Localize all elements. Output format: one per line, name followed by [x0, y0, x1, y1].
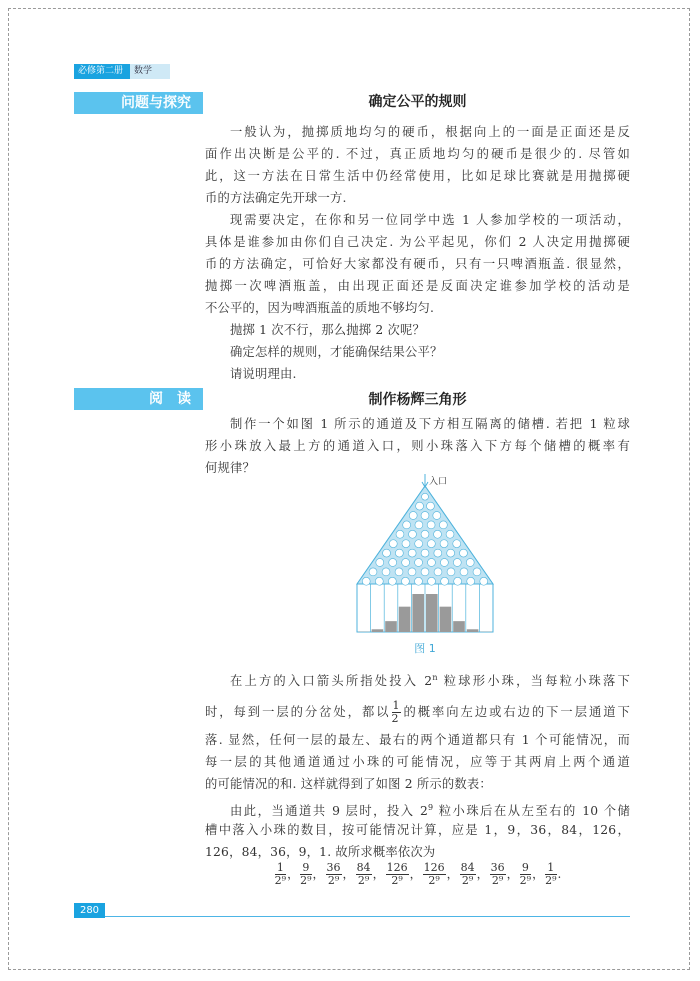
peg-cell [382, 568, 390, 576]
probability-fraction: $\frac{84}{\text{2⁹}}$ [356, 861, 371, 887]
probability-fraction: $\frac{1}{\text{2⁹}}$ [274, 861, 287, 887]
bin-beads [467, 629, 479, 632]
peg-cell [403, 521, 411, 529]
peg-cell [421, 549, 429, 557]
text-line: 何规律？ [205, 461, 255, 475]
separator: ， [506, 867, 519, 881]
entrance-label: 入口 [429, 477, 448, 487]
separator: ， [409, 867, 422, 881]
peg-cell [389, 540, 397, 548]
text-line: 确定怎样的规则，才能确保结果公平？ [230, 345, 443, 359]
footer-rule [105, 916, 630, 917]
probability-fraction: $\frac{126}{\text{2⁹}}$ [386, 861, 408, 887]
peg-cell [426, 502, 434, 510]
peg-cell [440, 559, 448, 567]
peg-cell [376, 559, 384, 567]
peg-cell [453, 540, 461, 548]
para3-line: 126，84，36，9，1. 故所求概率依次为 [205, 845, 436, 859]
separator: ， [342, 867, 355, 881]
peg-cell [446, 530, 454, 538]
text-line: 的可能情况的和. 这样就得到了如图 2 所示的数表： [205, 777, 492, 791]
peg-cell [428, 559, 436, 567]
separator: ， [446, 867, 459, 881]
peg-cell [473, 568, 481, 576]
section-label-reading: 阅 读 [74, 388, 203, 410]
bin-beads [372, 629, 384, 632]
text-line: 落. 显然，任何一层的最左、最右的两个通道都只有 1 个可能情况，而 [205, 733, 630, 747]
probability-fraction: $\frac{36}{\text{2⁹}}$ [490, 861, 505, 887]
peg-cell [433, 512, 441, 520]
peg-cell [434, 549, 442, 557]
text-line: 一般认为，抛掷质地均匀的硬币，根据向上的一面是正面还是反 [230, 125, 630, 139]
peg-cell [416, 502, 424, 510]
peg-cell [422, 493, 429, 500]
peg-cell [421, 568, 429, 576]
peg-cell [428, 577, 436, 585]
separator: ， [476, 867, 489, 881]
text-line: 抛掷一次啤酒瓶盖，由出现正面还是反面决定谁参加学校的活动是 [205, 279, 630, 293]
peg-cell [408, 568, 416, 576]
peg-cell [447, 568, 455, 576]
peg-cell [453, 559, 461, 567]
peg-cell [421, 530, 429, 538]
peg-cell [427, 521, 435, 529]
peg-cell [409, 530, 417, 538]
probability-fraction: $\frac{36}{\text{2⁹}}$ [326, 861, 341, 887]
peg-cell [409, 512, 417, 520]
probability-fraction: $\frac{9}{\text{2⁹}}$ [519, 861, 532, 887]
separator: ， [287, 867, 300, 881]
peg-cell [460, 549, 468, 557]
bin-beads [426, 594, 438, 632]
separator: . [557, 867, 562, 881]
figure-caption: 图 1 [414, 642, 436, 655]
text-line: 币的方法确定，可恰好大家都没有硬币，只有一只啤酒瓶盖. 很显然， [205, 257, 630, 271]
book-tag: 必修第二册 [74, 64, 130, 79]
peg-cell [447, 549, 455, 557]
text-line: 现需要决定，在你和另一位同学中选 1 人参加学校的一项活动， [230, 213, 630, 227]
peg-cell [421, 512, 429, 520]
separator: ， [372, 867, 385, 881]
peg-cell [480, 577, 488, 585]
peg-cell [402, 559, 410, 567]
peg-cell [415, 521, 423, 529]
text-line: 不公平的，因为啤酒瓶盖的质地不够均匀. [205, 301, 435, 315]
peg-cell [395, 549, 403, 557]
peg-cell [383, 549, 391, 557]
text-line: 币的方法确定先开球一方. [205, 191, 347, 205]
fraction-one-half: $\frac{1}{2}$ [391, 699, 400, 725]
peg-cell [408, 549, 416, 557]
text-line: 面作出决断是公平的. 不过，真正质地均匀的硬币是很少的. 尽管如 [205, 147, 630, 161]
bin-beads [453, 621, 465, 632]
separator: ， [312, 867, 325, 881]
section-title-yanghui-triangle: 制作杨辉三角形 [368, 392, 467, 408]
peg-cell [460, 568, 468, 576]
text-line: 每一层的其他通道通过小珠的可能情况，应等于其两肩上两个通道 [205, 755, 630, 769]
para3-line: 由此，当通道共 9 层时，投入 $2^9$ 粒小珠后在从左至右的 10 个储 [230, 803, 631, 819]
bin-beads [399, 607, 411, 632]
text-line: 制作一个如图 1 所示的通道及下方相互隔离的储槽. 若把 1 粒球 [230, 417, 630, 431]
peg-cell [389, 559, 397, 567]
probability-fraction: $\frac{1}{\text{2⁹}}$ [545, 861, 557, 887]
peg-cell [434, 530, 442, 538]
peg-cell [439, 521, 447, 529]
text-line: 请说明理由. [230, 367, 297, 381]
subject-tag: 数学 [130, 64, 170, 79]
para3-line: 槽中落入小珠的数目，按可能情况计算，应是 1，9，36，84，126， [205, 823, 630, 837]
page-number: 280 [74, 903, 105, 918]
bin-beads [412, 594, 424, 632]
bin-beads [385, 621, 397, 632]
probability-fraction: $\frac{9}{\text{2⁹}}$ [300, 861, 312, 887]
peg-cell [388, 577, 396, 585]
text-line: 此，这一方法在日常生活中仍经常使用，比如足球比赛就是用抛掷硬 [205, 169, 630, 183]
section-title-fair-rules: 确定公平的规则 [368, 94, 467, 110]
probability-list [205, 862, 630, 887]
text-line: 具体是谁参加由你们自己决定. 为公平起见，你们 2 人决定用抛掷硬 [205, 235, 630, 249]
peg-cell [434, 568, 442, 576]
peg-cell [467, 577, 475, 585]
bin-beads [440, 607, 452, 632]
peg-cell [415, 559, 423, 567]
para2-line: 在上方的入口箭头所指处投入 2$^n$ 粒球形小珠，当每粒小珠落下 [230, 673, 631, 689]
section-label-inquiry: 问题与探究 [74, 92, 203, 114]
peg-cell [454, 577, 462, 585]
peg-cell [402, 540, 410, 548]
para2-line: 时，每到一层的分岔处，都以 $\frac{1}{2}$ 的概率向左边或右边的下一层通道下 [205, 699, 630, 725]
peg-cell [369, 568, 377, 576]
figure-galton-board [345, 474, 505, 644]
separator: ， [532, 867, 545, 881]
peg-cell [375, 577, 383, 585]
peg-cell [427, 540, 435, 548]
probability-fraction: $\frac{126}{\text{2⁹}}$ [423, 861, 445, 887]
peg-cell [415, 577, 423, 585]
peg-cell [396, 530, 404, 538]
peg-cell [440, 540, 448, 548]
peg-cell [466, 559, 474, 567]
peg-cell [441, 577, 449, 585]
text-line: 形小珠放入最上方的通道入口，则小珠落入下方每个储槽的概率有 [205, 439, 630, 453]
peg-cell [362, 577, 370, 585]
peg-cell [401, 577, 409, 585]
probability-fraction: $\frac{84}{\text{2⁹}}$ [460, 861, 475, 887]
text-line: 抛掷 1 次不行，那么抛掷 2 次呢？ [230, 323, 425, 337]
peg-cell [415, 540, 423, 548]
peg-cell [395, 568, 403, 576]
